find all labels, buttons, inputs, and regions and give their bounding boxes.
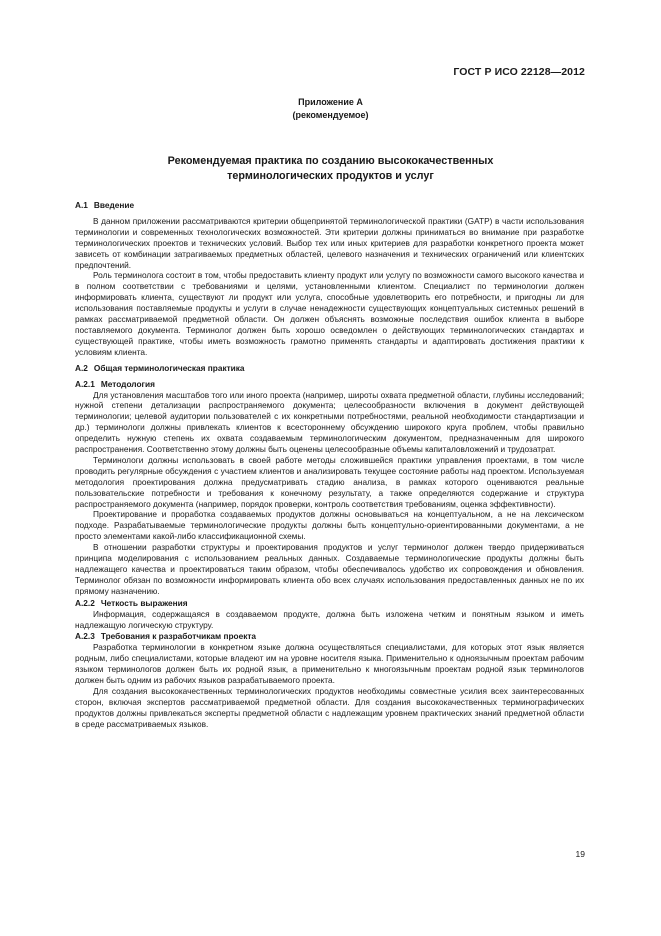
paragraph: Роль терминолога состоит в том, чтобы предоставить клиенту продукт или услугу по возможности самого высокого качества и в полном соответствии с требованиями и целями, установленными клиентом. Специалист по терминологии должен информировать клиента, существуют ли продукт или услуга, способные удовлетворить его потребности, и пригодны ли для использования поставляемые продукты и услуги в случае ненадежности существующих концептуальных системных решений в рамках рассматриваемой предметной области. Он должен объяснять возможные последствия ошибок клиента в выборе поставляемого документа. Терминолог должен быть хорошо осведомлен о действующих терминологических стандартах и существующей практике, чтобы иметь возможность грамотно применять стандарты и адаптировать достижения практики к условиям клиента. (75, 270, 584, 357)
page-number: 19 (575, 849, 585, 859)
paragraph: Информация, содержащаяся в создаваемом продукте, должна быть изложена четким и понятным языком и иметь надлежащую логическую структуру. (75, 608, 584, 630)
subsection-number: А.2.1 (75, 378, 95, 389)
paragraph: Для создания высококачественных терминологических продуктов необходимы совместные усилия всех заинтересованных сторон, включая экспертов рассматриваемой предметной области. Для создания высококачественных терминографических продуктов должны привлекаться эксперты предметной области с надлежащим уровнем практических знаний предметной области в среде рассматриваемых языков. (75, 685, 584, 729)
section-heading-a1 (75, 200, 584, 211)
paragraph: В данном приложении рассматриваются критерии общепринятой терминологической практики (GATP) в части использования терминологии и современных технологических возможностей. Эти критерии должны приниматься во внимание при разработке терминологических проектов и технических условий. Выбор тех или иных критериев для разработки конкретного проекта может зависеть от комбинации затрагиваемых предметных областей, целевого назначения и технических ограничений или клиентских предпочтений. (75, 215, 584, 270)
annex-status: (рекомендуемое) (292, 110, 369, 120)
subsection-heading-a23 (75, 631, 584, 642)
subsection-heading-a22 (75, 598, 584, 609)
paragraph: Проектирование и проработка создаваемых продуктов должны основываться на концептуальном, а не на лексическом подходе. Разрабатываемые терминологические продукты должны быть концептульно-ориентированными документами, а не просто элементами какой-либо классификационной схемы. (75, 509, 584, 542)
subsection-title: Четкость выражения (100, 597, 188, 608)
subsection-heading-a21 (75, 379, 584, 390)
annex-label: Приложение А (298, 97, 363, 107)
paragraph: Разработка терминологии в конкретном языке должна осуществляться специалистами, для которых этот язык является родным, либо специалистами, которые владеют им на уровне носителя языка. Применительно к одноязычным проектам рабочим языком терминологов должен быть их родной язык, а применительно к многоязычным проектам родной язык терминологов должен быть одним из рабочих языков разрабатываемого проекта. (75, 642, 584, 686)
section-title: Общая терминологическая практика (93, 362, 245, 373)
annex-title-line-2: терминологических продуктов и услуг (227, 170, 434, 182)
section-title: Введение (93, 200, 135, 210)
subsection-title: Методология (100, 378, 155, 389)
standard-designation: ГОСТ Р ИСО 22128—2012 (453, 66, 585, 78)
section-heading-a2 (75, 363, 584, 374)
subsection-number: А.2.2 (75, 597, 95, 608)
paragraph: Для установления масштабов того или иного проекта (например, широты охвата предметной области, глубины исследований; нужной степени детализации распространяемого документа; целесообразности включения в документ действующей терминологии; целевой аудитории пользователей с их конкретными потребностями, реальной необходимости стандартизации и др.) терминологи должны привлекать клиентов к всестороннему обсуждению широкого круга проблем, чтобы правильно определить нужную степень их охвата создаваемым терминологическим документом, предназначенным для широкого распространения. Соответственно этому должны быть оценены целесообразные объемы капиталовложений и трудозатрат. (75, 389, 584, 455)
document-body (75, 200, 584, 730)
paragraph: Терминологи должны использовать в своей работе методы сложившейся практики управления проектами, в том числе проводить регулярные обсуждения с участием клиентов и анализировать текущее состояние работы над проектом. Используемая методология проектирования должна предусматривать стадию анализа, в рамках которого оцениваются реальные пользовательские потребности и требования к конечному результату, а также определяются содержание и структура распространяемого документа (например, порядок проверки, контроль соответствия требованиям, оценка эффективности). (75, 454, 584, 509)
subsection-title: Требования к разработчикам проекта (100, 631, 257, 642)
annex-title-line-1: Рекомендуемая практика по созданию высококачественных (167, 155, 494, 167)
paragraph: В отношении разработки структуры и проектирования продуктов и услуг терминолог должен твердо придерживаться принципа моделирования с использованием реальных данных. Создаваемые терминологические продукты должны быть надлежащего качества и проектироваться таким образом, чтобы обеспечивалось удобство их сопровождения и обновления. Терминолог обязан по возможности информировать клиента обо всех случаях использования предоставленных данных не по их прямому назначению. (75, 542, 584, 596)
section-number: А.1 (75, 200, 88, 210)
section-number: А.2 (75, 362, 88, 373)
subsection-number: А.2.3 (75, 631, 95, 642)
